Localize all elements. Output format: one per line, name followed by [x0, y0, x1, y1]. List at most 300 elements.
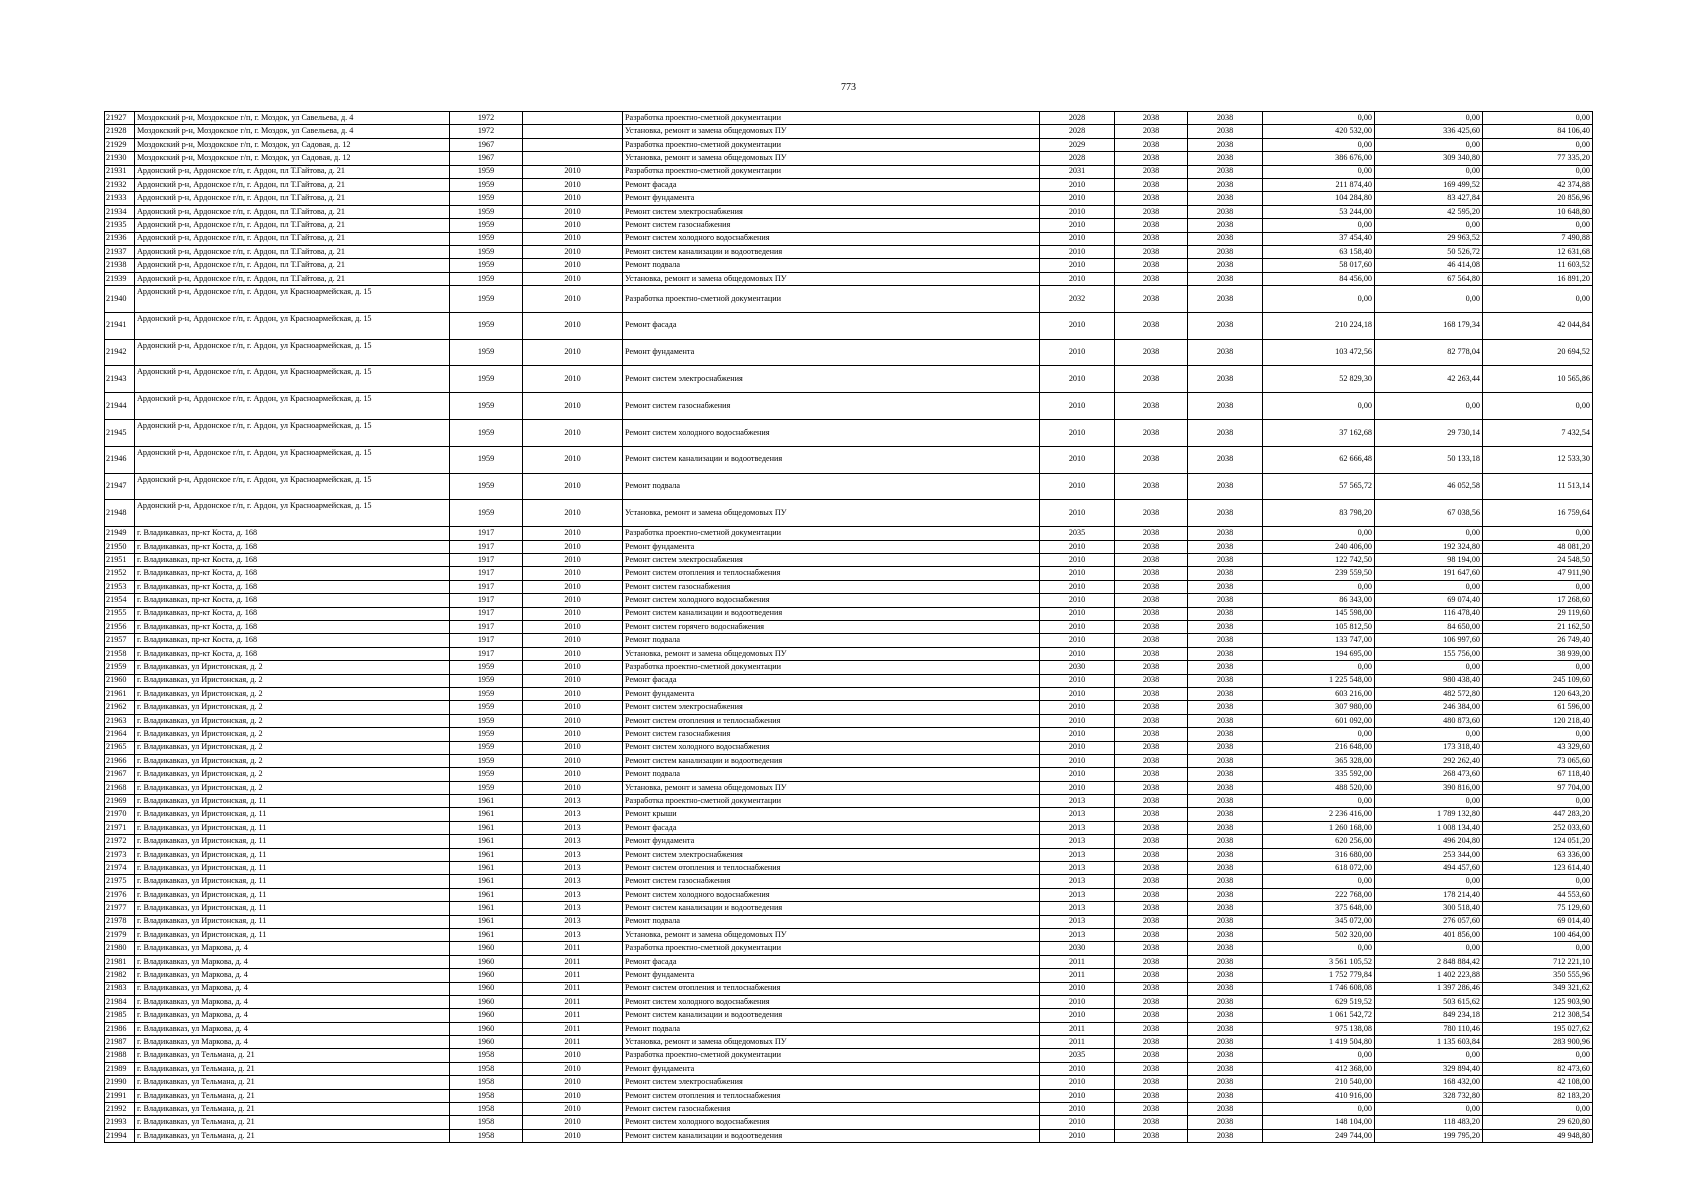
table-row	[105, 580, 1593, 593]
year-2-cell: 2038	[1115, 701, 1188, 714]
fund-cost-cell: 118 483,20	[1375, 1116, 1483, 1129]
owner-cost-cell: 11 603,52	[1483, 259, 1593, 272]
total-cost-cell: 210 540,00	[1263, 1076, 1375, 1089]
table-row	[105, 286, 1593, 313]
address-cell: г. Владикавказ, ул Иристонская, д. 2	[135, 701, 450, 714]
overhaul-year-cell: 2010	[523, 1076, 623, 1089]
overhaul-year-cell: 2011	[523, 955, 623, 968]
table-row	[105, 835, 1593, 848]
year-2-cell: 2038	[1115, 781, 1188, 794]
address-cell: г. Владикавказ, ул Иристонская, д. 11	[135, 821, 450, 834]
row-number-cell: 21939	[105, 272, 135, 285]
work-type-cell: Ремонт систем канализации и водоотведения	[623, 1129, 1040, 1142]
total-cost-cell: 410 916,00	[1263, 1089, 1375, 1102]
build-year-cell: 1972	[450, 112, 523, 125]
row-number-cell: 21992	[105, 1103, 135, 1116]
overhaul-year-cell: 2010	[523, 312, 623, 339]
plan-year-cell: 2013	[1040, 835, 1115, 848]
year-3-cell: 2038	[1188, 835, 1263, 848]
plan-year-cell: 2010	[1040, 741, 1115, 754]
address-cell: г. Владикавказ, ул Иристонская, д. 11	[135, 915, 450, 928]
year-2-cell: 2038	[1115, 1076, 1188, 1089]
build-year-cell: 1959	[450, 473, 523, 500]
year-2-cell: 2038	[1115, 259, 1188, 272]
year-2-cell: 2038	[1115, 875, 1188, 888]
owner-cost-cell: 0,00	[1483, 165, 1593, 178]
build-year-cell: 1959	[450, 232, 523, 245]
plan-year-cell: 2032	[1040, 286, 1115, 313]
total-cost-cell: 1 752 779,84	[1263, 969, 1375, 982]
table-row	[105, 178, 1593, 191]
plan-year-cell: 2010	[1040, 781, 1115, 794]
owner-cost-cell: 212 308,54	[1483, 1009, 1593, 1022]
year-3-cell: 2038	[1188, 942, 1263, 955]
work-type-cell: Ремонт систем отопления и теплоснабжения	[623, 862, 1040, 875]
build-year-cell: 1917	[450, 647, 523, 660]
work-type-cell: Ремонт подвала	[623, 259, 1040, 272]
row-number-cell: 21993	[105, 1116, 135, 1129]
year-3-cell: 2038	[1188, 1062, 1263, 1075]
year-2-cell: 2038	[1115, 741, 1188, 754]
overhaul-year-cell: 2010	[523, 661, 623, 674]
table-row	[105, 875, 1593, 888]
work-type-cell: Ремонт фундамента	[623, 687, 1040, 700]
row-number-cell: 21985	[105, 1009, 135, 1022]
work-type-cell: Разработка проектно-сметной документации	[623, 165, 1040, 178]
row-number-cell: 21957	[105, 634, 135, 647]
owner-cost-cell: 10 648,80	[1483, 205, 1593, 218]
fund-cost-cell: 300 518,40	[1375, 902, 1483, 915]
row-number-cell: 21936	[105, 232, 135, 245]
fund-cost-cell: 336 425,60	[1375, 125, 1483, 138]
work-type-cell: Ремонт фундамента	[623, 969, 1040, 982]
overhaul-year-cell: 2010	[523, 259, 623, 272]
owner-cost-cell: 42 044,84	[1483, 312, 1593, 339]
year-2-cell: 2038	[1115, 848, 1188, 861]
address-cell: г. Владикавказ, ул Иристонская, д. 2	[135, 714, 450, 727]
work-type-cell: Ремонт систем электроснабжения	[623, 554, 1040, 567]
plan-year-cell: 2030	[1040, 661, 1115, 674]
year-3-cell: 2038	[1188, 1116, 1263, 1129]
address-cell: г. Владикавказ, ул Маркова, д. 4	[135, 1036, 450, 1049]
overhaul-year-cell: 2010	[523, 728, 623, 741]
year-3-cell: 2038	[1188, 1036, 1263, 1049]
address-cell: Ардонский р-н, Ардонское г/п, г. Ардон, пл Т.Гайтова, д. 21	[135, 272, 450, 285]
table-row	[105, 728, 1593, 741]
row-number-cell: 21956	[105, 620, 135, 633]
fund-cost-cell: 0,00	[1375, 219, 1483, 232]
overhaul-year-cell: 2010	[523, 192, 623, 205]
fund-cost-cell: 0,00	[1375, 1103, 1483, 1116]
overhaul-year-cell: 2010	[523, 1049, 623, 1062]
address-cell: г. Владикавказ, ул Иристонская, д. 11	[135, 888, 450, 901]
overhaul-year-cell	[523, 138, 623, 151]
overhaul-year-cell: 2010	[523, 647, 623, 660]
address-cell: Ардонский р-н, Ардонское г/п, г. Ардон, ул Красноармейская, д. 15	[135, 366, 450, 393]
overhaul-year-cell: 2011	[523, 942, 623, 955]
overhaul-year-cell: 2013	[523, 928, 623, 941]
table-row	[105, 795, 1593, 808]
work-type-cell: Ремонт систем канализации и водоотведения	[623, 902, 1040, 915]
overhaul-year-cell: 2013	[523, 821, 623, 834]
work-type-cell: Ремонт фасада	[623, 312, 1040, 339]
owner-cost-cell: 7 490,88	[1483, 232, 1593, 245]
build-year-cell: 1917	[450, 527, 523, 540]
overhaul-year-cell: 2010	[523, 607, 623, 620]
address-cell: г. Владикавказ, пр-кт Коста, д. 168	[135, 647, 450, 660]
work-type-cell: Ремонт систем холодного водоснабжения	[623, 888, 1040, 901]
plan-year-cell: 2010	[1040, 728, 1115, 741]
plan-year-cell: 2010	[1040, 339, 1115, 366]
fund-cost-cell: 42 595,20	[1375, 205, 1483, 218]
fund-cost-cell: 0,00	[1375, 942, 1483, 955]
plan-year-cell: 2010	[1040, 473, 1115, 500]
owner-cost-cell: 48 081,20	[1483, 540, 1593, 553]
year-3-cell: 2038	[1188, 312, 1263, 339]
year-3-cell: 2038	[1188, 165, 1263, 178]
overhaul-year-cell	[523, 152, 623, 165]
address-cell: г. Владикавказ, ул Тельмана, д. 21	[135, 1049, 450, 1062]
plan-year-cell: 2013	[1040, 902, 1115, 915]
year-3-cell: 2038	[1188, 808, 1263, 821]
overhaul-year-cell: 2010	[523, 674, 623, 687]
work-type-cell: Ремонт фасада	[623, 674, 1040, 687]
owner-cost-cell: 0,00	[1483, 728, 1593, 741]
row-number-cell: 21970	[105, 808, 135, 821]
plan-year-cell: 2010	[1040, 714, 1115, 727]
total-cost-cell: 0,00	[1263, 112, 1375, 125]
work-type-cell: Ремонт систем канализации и водоотведения	[623, 1009, 1040, 1022]
year-2-cell: 2038	[1115, 567, 1188, 580]
row-number-cell: 21966	[105, 754, 135, 767]
overhaul-year-cell: 2010	[523, 580, 623, 593]
address-cell: г. Владикавказ, ул Маркова, д. 4	[135, 955, 450, 968]
year-3-cell: 2038	[1188, 540, 1263, 553]
work-type-cell: Ремонт подвала	[623, 768, 1040, 781]
total-cost-cell: 412 368,00	[1263, 1062, 1375, 1075]
year-3-cell: 2038	[1188, 741, 1263, 754]
year-3-cell: 2038	[1188, 232, 1263, 245]
table-row	[105, 1036, 1593, 1049]
table-row	[105, 768, 1593, 781]
year-2-cell: 2038	[1115, 1089, 1188, 1102]
fund-cost-cell: 169 499,52	[1375, 178, 1483, 191]
plan-year-cell: 2010	[1040, 420, 1115, 447]
fund-cost-cell: 168 179,34	[1375, 312, 1483, 339]
overhaul-year-cell: 2010	[523, 393, 623, 420]
table-row	[105, 1062, 1593, 1075]
year-3-cell: 2038	[1188, 1076, 1263, 1089]
year-2-cell: 2038	[1115, 165, 1188, 178]
year-3-cell: 2038	[1188, 915, 1263, 928]
owner-cost-cell: 0,00	[1483, 795, 1593, 808]
plan-year-cell: 2013	[1040, 875, 1115, 888]
fund-cost-cell: 0,00	[1375, 112, 1483, 125]
plan-year-cell: 2011	[1040, 955, 1115, 968]
year-2-cell: 2038	[1115, 272, 1188, 285]
overhaul-year-cell: 2010	[523, 620, 623, 633]
overhaul-year-cell: 2010	[523, 554, 623, 567]
build-year-cell: 1958	[450, 1116, 523, 1129]
fund-cost-cell: 67 564,80	[1375, 272, 1483, 285]
overhaul-year-cell: 2010	[523, 768, 623, 781]
row-number-cell: 21965	[105, 741, 135, 754]
build-year-cell: 1972	[450, 125, 523, 138]
year-3-cell: 2038	[1188, 888, 1263, 901]
year-3-cell: 2038	[1188, 1049, 1263, 1062]
plan-year-cell: 2010	[1040, 393, 1115, 420]
year-3-cell: 2038	[1188, 473, 1263, 500]
owner-cost-cell: 29 620,80	[1483, 1116, 1593, 1129]
row-number-cell: 21980	[105, 942, 135, 955]
plan-year-cell: 2010	[1040, 446, 1115, 473]
owner-cost-cell: 0,00	[1483, 393, 1593, 420]
address-cell: г. Владикавказ, ул Иристонская, д. 2	[135, 728, 450, 741]
owner-cost-cell: 125 903,90	[1483, 995, 1593, 1008]
overhaul-year-cell: 2010	[523, 219, 623, 232]
address-cell: г. Владикавказ, ул Маркова, д. 4	[135, 1009, 450, 1022]
row-number-cell: 21954	[105, 594, 135, 607]
plan-year-cell: 2035	[1040, 1049, 1115, 1062]
total-cost-cell: 239 559,50	[1263, 567, 1375, 580]
year-3-cell: 2038	[1188, 112, 1263, 125]
row-number-cell: 21977	[105, 902, 135, 915]
plan-year-cell: 2010	[1040, 232, 1115, 245]
owner-cost-cell: 0,00	[1483, 875, 1593, 888]
total-cost-cell: 216 648,00	[1263, 741, 1375, 754]
overhaul-year-cell: 2010	[523, 1129, 623, 1142]
table-row	[105, 219, 1593, 232]
owner-cost-cell: 0,00	[1483, 942, 1593, 955]
work-type-cell: Ремонт фундамента	[623, 835, 1040, 848]
overhaul-year-cell: 2010	[523, 178, 623, 191]
work-type-cell: Разработка проектно-сметной документации	[623, 112, 1040, 125]
address-cell: Ардонский р-н, Ардонское г/п, г. Ардон, ул Красноармейская, д. 15	[135, 446, 450, 473]
work-type-cell: Ремонт систем горячего водоснабжения	[623, 620, 1040, 633]
owner-cost-cell: 44 553,60	[1483, 888, 1593, 901]
table-row	[105, 312, 1593, 339]
owner-cost-cell: 75 129,60	[1483, 902, 1593, 915]
total-cost-cell: 86 343,00	[1263, 594, 1375, 607]
row-number-cell: 21969	[105, 795, 135, 808]
overhaul-year-cell: 2010	[523, 567, 623, 580]
owner-cost-cell: 100 464,00	[1483, 928, 1593, 941]
row-number-cell: 21972	[105, 835, 135, 848]
total-cost-cell: 0,00	[1263, 942, 1375, 955]
owner-cost-cell: 29 119,60	[1483, 607, 1593, 620]
year-2-cell: 2038	[1115, 1103, 1188, 1116]
table-row	[105, 620, 1593, 633]
plan-year-cell: 2013	[1040, 795, 1115, 808]
overhaul-year-cell: 2010	[523, 366, 623, 393]
table-row	[105, 138, 1593, 151]
year-2-cell: 2038	[1115, 554, 1188, 567]
build-year-cell: 1959	[450, 393, 523, 420]
year-2-cell: 2038	[1115, 594, 1188, 607]
table-row	[105, 1103, 1593, 1116]
work-type-cell: Установка, ремонт и замена общедомовых ПУ	[623, 272, 1040, 285]
row-number-cell: 21991	[105, 1089, 135, 1102]
overhaul-year-cell: 2013	[523, 888, 623, 901]
table-row	[105, 928, 1593, 941]
year-2-cell: 2038	[1115, 1062, 1188, 1075]
build-year-cell: 1961	[450, 888, 523, 901]
plan-year-cell: 2010	[1040, 554, 1115, 567]
total-cost-cell: 104 284,80	[1263, 192, 1375, 205]
year-3-cell: 2038	[1188, 567, 1263, 580]
year-3-cell: 2038	[1188, 875, 1263, 888]
work-type-cell: Разработка проектно-сметной документации	[623, 795, 1040, 808]
year-3-cell: 2038	[1188, 420, 1263, 447]
year-3-cell: 2038	[1188, 955, 1263, 968]
fund-cost-cell: 849 234,18	[1375, 1009, 1483, 1022]
fund-cost-cell: 1 008 134,40	[1375, 821, 1483, 834]
plan-year-cell: 2010	[1040, 634, 1115, 647]
table-row	[105, 1049, 1593, 1062]
total-cost-cell: 58 017,60	[1263, 259, 1375, 272]
work-type-cell: Ремонт систем холодного водоснабжения	[623, 741, 1040, 754]
work-type-cell: Ремонт систем электроснабжения	[623, 701, 1040, 714]
table-row	[105, 125, 1593, 138]
fund-cost-cell: 0,00	[1375, 661, 1483, 674]
table-row	[105, 259, 1593, 272]
plan-year-cell: 2010	[1040, 219, 1115, 232]
year-3-cell: 2038	[1188, 661, 1263, 674]
total-cost-cell: 240 406,00	[1263, 540, 1375, 553]
overhaul-year-cell: 2010	[523, 594, 623, 607]
year-3-cell: 2038	[1188, 982, 1263, 995]
row-number-cell: 21986	[105, 1022, 135, 1035]
overhaul-year-cell: 2010	[523, 165, 623, 178]
build-year-cell: 1917	[450, 567, 523, 580]
owner-cost-cell: 120 218,40	[1483, 714, 1593, 727]
total-cost-cell: 63 158,40	[1263, 245, 1375, 258]
fund-cost-cell: 482 572,80	[1375, 687, 1483, 700]
table-row	[105, 781, 1593, 794]
fund-cost-cell: 192 324,80	[1375, 540, 1483, 553]
work-type-cell: Ремонт систем отопления и теплоснабжения	[623, 714, 1040, 727]
year-2-cell: 2038	[1115, 928, 1188, 941]
overhaul-year-cell: 2010	[523, 1062, 623, 1075]
table-row	[105, 808, 1593, 821]
total-cost-cell: 3 561 105,52	[1263, 955, 1375, 968]
total-cost-cell: 335 592,00	[1263, 768, 1375, 781]
work-type-cell: Ремонт фасада	[623, 821, 1040, 834]
owner-cost-cell: 0,00	[1483, 219, 1593, 232]
work-type-cell: Ремонт систем канализации и водоотведения	[623, 607, 1040, 620]
year-3-cell: 2038	[1188, 286, 1263, 313]
year-2-cell: 2038	[1115, 339, 1188, 366]
work-type-cell: Ремонт фундамента	[623, 540, 1040, 553]
plan-year-cell: 2010	[1040, 620, 1115, 633]
plan-year-cell: 2010	[1040, 312, 1115, 339]
fund-cost-cell: 50 526,72	[1375, 245, 1483, 258]
overhaul-year-cell: 2010	[523, 540, 623, 553]
work-type-cell: Ремонт систем газоснабжения	[623, 580, 1040, 593]
plan-year-cell: 2010	[1040, 607, 1115, 620]
overhaul-year-cell: 2010	[523, 687, 623, 700]
plan-year-cell: 2010	[1040, 1116, 1115, 1129]
build-year-cell: 1959	[450, 165, 523, 178]
fund-cost-cell: 494 457,60	[1375, 862, 1483, 875]
total-cost-cell: 133 747,00	[1263, 634, 1375, 647]
year-2-cell: 2038	[1115, 312, 1188, 339]
build-year-cell: 1961	[450, 915, 523, 928]
build-year-cell: 1959	[450, 219, 523, 232]
fund-cost-cell: 980 438,40	[1375, 674, 1483, 687]
plan-year-cell: 2010	[1040, 768, 1115, 781]
address-cell: г. Владикавказ, ул Иристонская, д. 2	[135, 768, 450, 781]
address-cell: г. Владикавказ, ул Тельмана, д. 21	[135, 1062, 450, 1075]
year-2-cell: 2038	[1115, 862, 1188, 875]
owner-cost-cell: 21 162,50	[1483, 620, 1593, 633]
fund-cost-cell: 46 052,58	[1375, 473, 1483, 500]
owner-cost-cell: 0,00	[1483, 1049, 1593, 1062]
row-number-cell: 21987	[105, 1036, 135, 1049]
year-3-cell: 2038	[1188, 848, 1263, 861]
fund-cost-cell: 84 650,00	[1375, 620, 1483, 633]
fund-cost-cell: 46 414,08	[1375, 259, 1483, 272]
total-cost-cell: 62 666,48	[1263, 446, 1375, 473]
fund-cost-cell: 292 262,40	[1375, 754, 1483, 767]
owner-cost-cell: 42 108,00	[1483, 1076, 1593, 1089]
build-year-cell: 1959	[450, 366, 523, 393]
total-cost-cell: 57 565,72	[1263, 473, 1375, 500]
overhaul-year-cell: 2011	[523, 982, 623, 995]
table-row	[105, 969, 1593, 982]
address-cell: Ардонский р-н, Ардонское г/п, г. Ардон, пл Т.Гайтова, д. 21	[135, 219, 450, 232]
total-cost-cell: 1 061 542,72	[1263, 1009, 1375, 1022]
year-2-cell: 2038	[1115, 125, 1188, 138]
build-year-cell: 1961	[450, 821, 523, 834]
table-row	[105, 687, 1593, 700]
table-row	[105, 982, 1593, 995]
work-type-cell: Ремонт фундамента	[623, 339, 1040, 366]
build-year-cell: 1967	[450, 138, 523, 151]
fund-cost-cell: 29 730,14	[1375, 420, 1483, 447]
year-3-cell: 2038	[1188, 902, 1263, 915]
plan-year-cell: 2010	[1040, 366, 1115, 393]
plan-year-cell: 2035	[1040, 527, 1115, 540]
work-type-cell: Разработка проектно-сметной документации	[623, 661, 1040, 674]
plan-year-cell: 2013	[1040, 862, 1115, 875]
table-row	[105, 473, 1593, 500]
build-year-cell: 1959	[450, 446, 523, 473]
owner-cost-cell: 349 321,62	[1483, 982, 1593, 995]
total-cost-cell: 1 746 608,08	[1263, 982, 1375, 995]
owner-cost-cell: 712 221,10	[1483, 955, 1593, 968]
address-cell: г. Владикавказ, ул Иристонская, д. 11	[135, 928, 450, 941]
year-2-cell: 2038	[1115, 995, 1188, 1008]
year-3-cell: 2038	[1188, 500, 1263, 527]
build-year-cell: 1959	[450, 259, 523, 272]
build-year-cell: 1959	[450, 312, 523, 339]
total-cost-cell: 620 256,00	[1263, 835, 1375, 848]
year-3-cell: 2038	[1188, 594, 1263, 607]
address-cell: г. Владикавказ, ул Иристонская, д. 2	[135, 781, 450, 794]
overhaul-year-cell	[523, 125, 623, 138]
work-type-cell: Установка, ремонт и замена общедомовых ПУ	[623, 125, 1040, 138]
plan-year-cell: 2010	[1040, 272, 1115, 285]
year-3-cell: 2038	[1188, 1103, 1263, 1116]
year-2-cell: 2038	[1115, 754, 1188, 767]
build-year-cell: 1958	[450, 1089, 523, 1102]
table-row	[105, 1022, 1593, 1035]
year-3-cell: 2038	[1188, 647, 1263, 660]
overhaul-year-cell: 2010	[523, 527, 623, 540]
work-type-cell: Ремонт систем холодного водоснабжения	[623, 1116, 1040, 1129]
plan-year-cell: 2010	[1040, 1089, 1115, 1102]
